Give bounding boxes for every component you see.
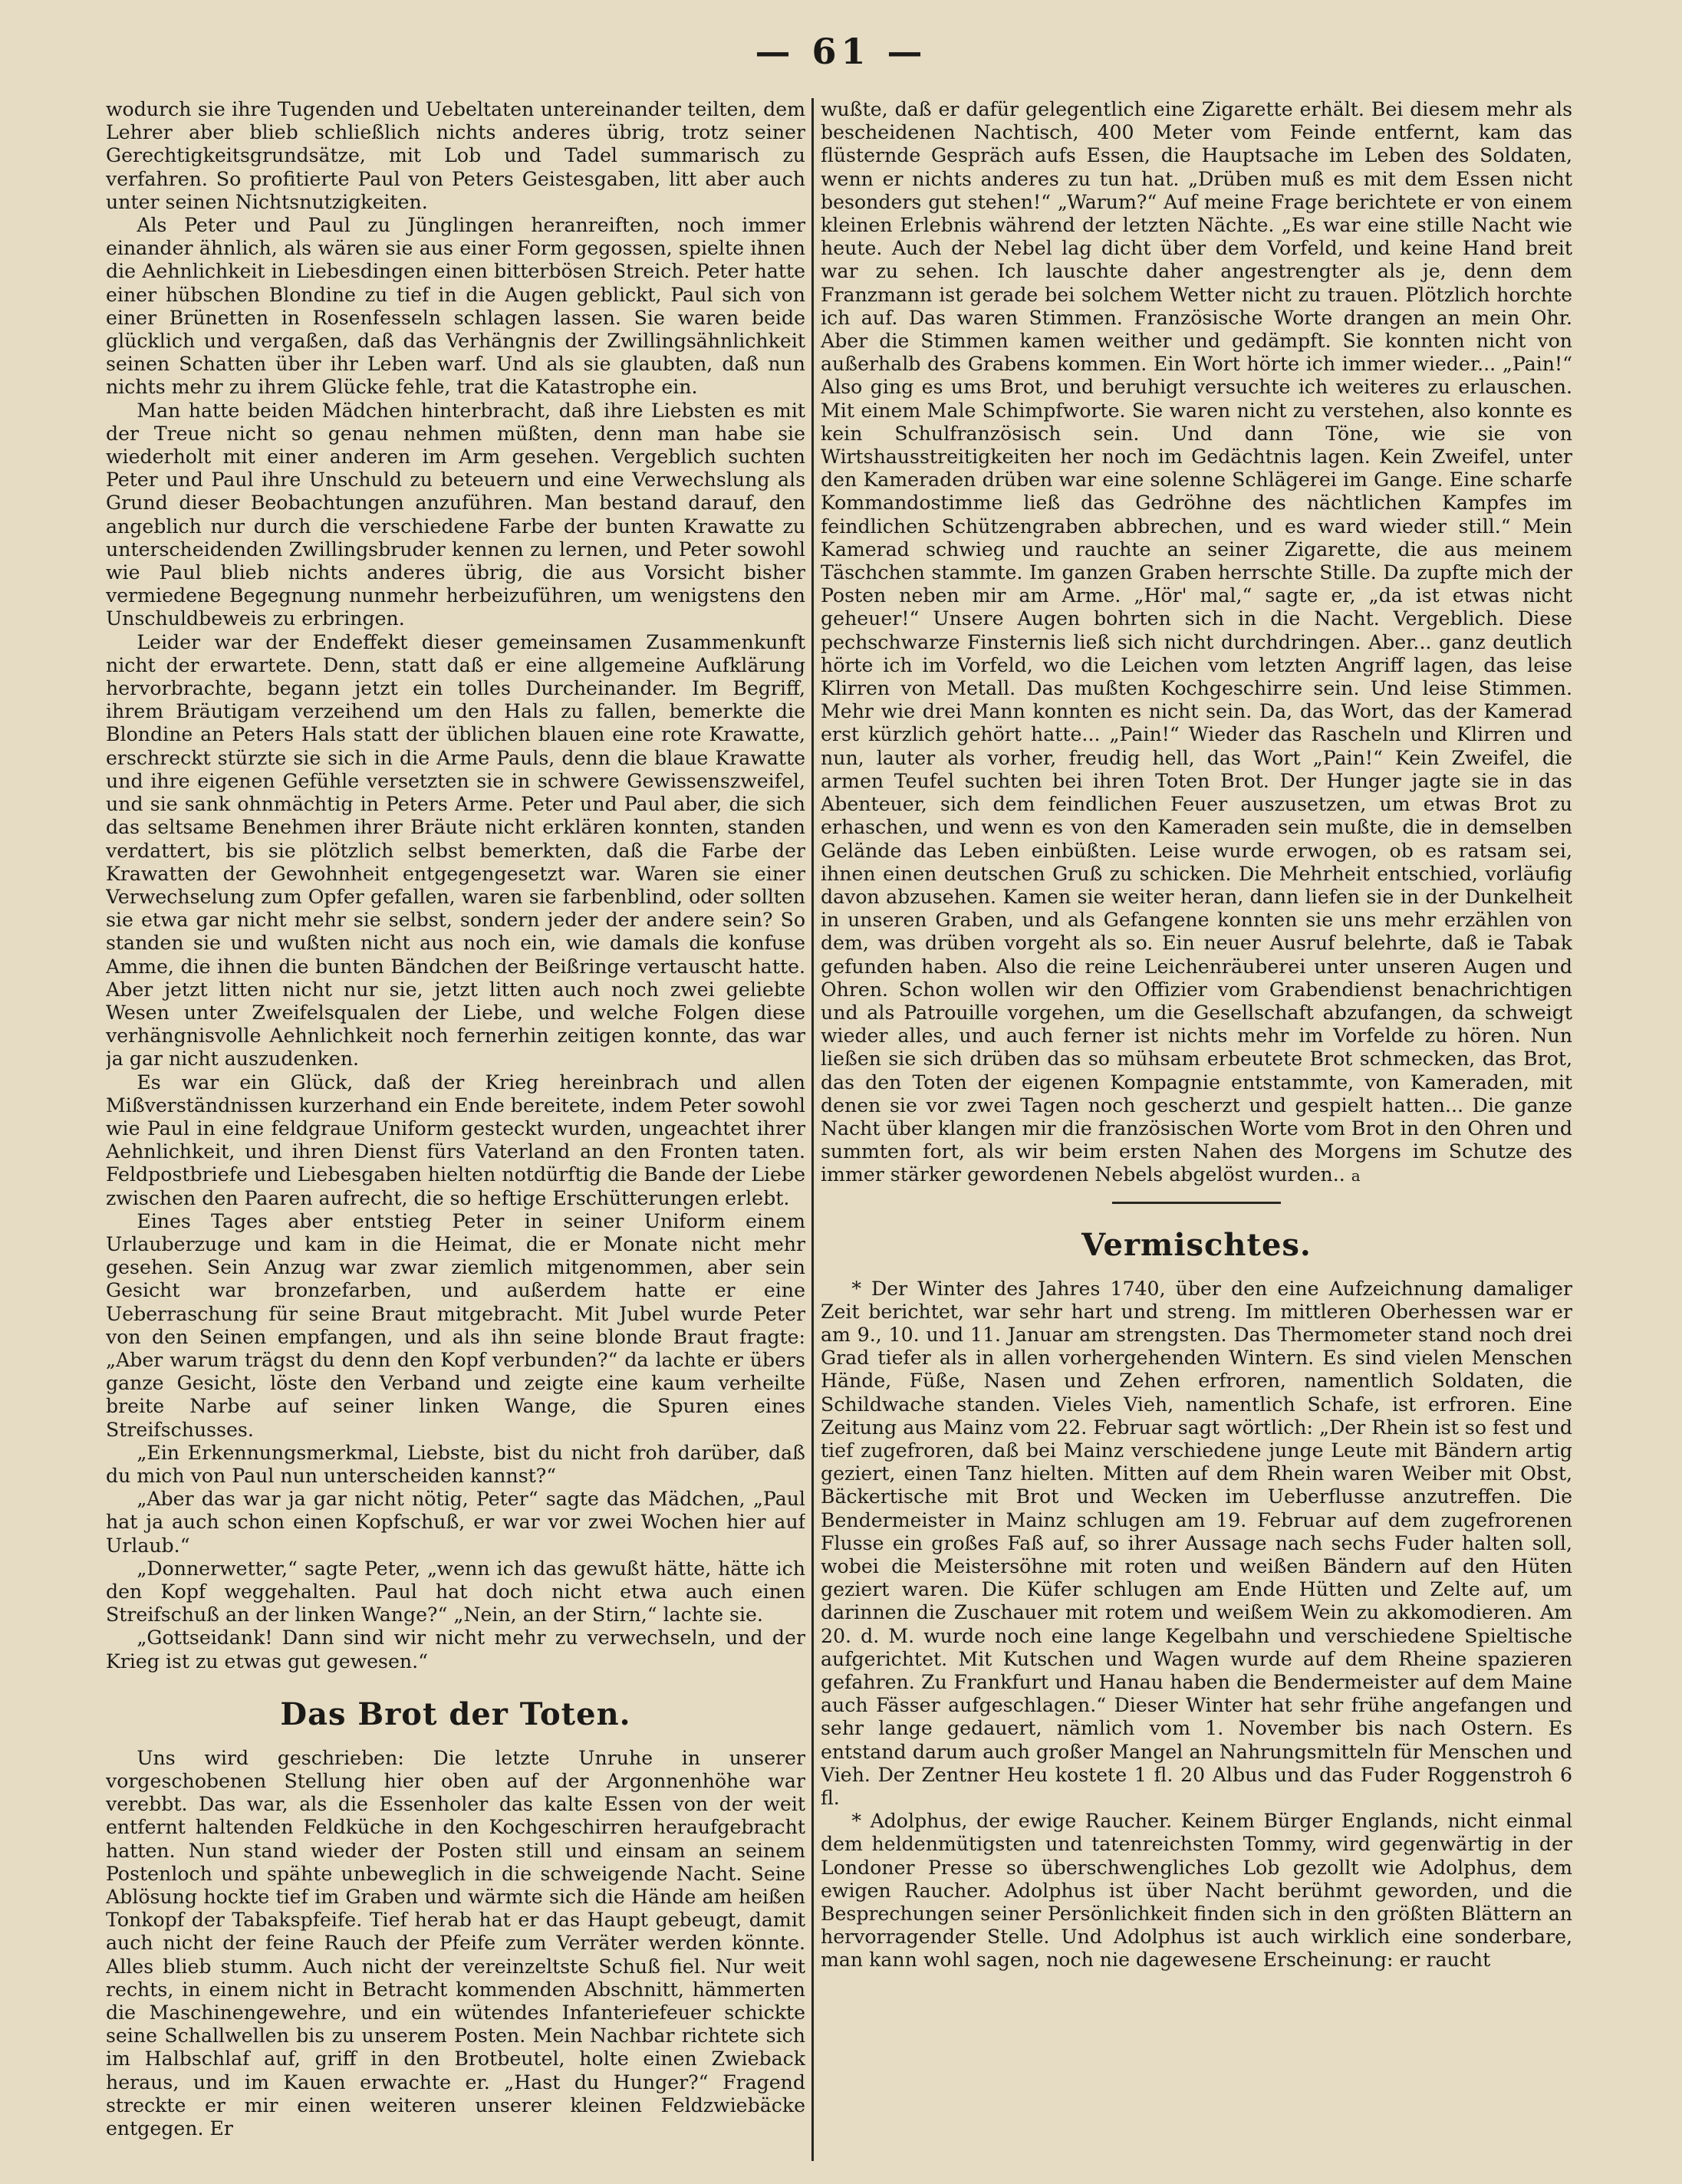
left-column <box>106 98 805 2169</box>
end-mark: a <box>1351 1166 1361 1186</box>
paragraph: „Aber das war ja gar nicht nötig, Peter“ sagte das Mädchen, „Paul hat ja auch schon einen Kopfschuß, er war vor zwei Wochen hier auf Urlaub.“ <box>106 1488 805 1557</box>
paragraph: wodurch sie ihre Tugenden und Uebeltaten untereinander teilten, dem Lehrer aber blieb schließlich nichts anderes übrig, trotz seiner Gerechtigkeitsgrundsätze, mit Lob und Tadel summarisch zu verfahren. So profitierte Paul von Peters Geistesgaben, litt aber auch unter seinen Nichtsnutzigkeiten. <box>106 98 805 213</box>
column-divider <box>811 98 814 2161</box>
paragraph: * Adolphus, der ewige Raucher. Keinem Bürger Englands, nicht einmal dem heldenmütigsten und tatenreichsten Tommy, wird gegenwärtig in der Londoner Presse so überschwengliches Lob gezollt wie Adolphus, dem ewigen Raucher. Adolphus ist über Nacht berühmt geworden, und die Besprechungen seiner Persönlichkeit finden sich in den größten Blättern an hervorragender Stelle. Und Adolphus ist auch wirklich eine sonderbare, man kann wohl sagen, noch nie dagewesene Erscheinung: er raucht <box>821 1810 1572 1972</box>
paragraph-text: wußte, daß er dafür gelegentlich eine Zigarette erhält. Bei diesem mehr als bescheidenen Nachtisch, 400 Meter vom Feinde entfernt, kam das flüsternde Gespräch aufs Essen, die Hauptsache im Leben des Soldaten, wenn er nichts anderes zu tun hat. „Drüben muß es mit dem Essen nicht besonders gut stehen!“ „Warum?“ Auf meine Frage berichtete er von einem kleinen Erlebnis während der letzten Nächte. „Es war eine stille Nacht wie heute. Auch der Nebel lag dicht über dem Vorfeld, und keine Hand breit war zu sehen. Ich lauschte daher angestrengter als je, denn dem Franzmann ist gerade bei solchem Wetter nicht zu trauen. Plötzlich horchte ich auf. Das waren Stimmen. Französische Worte drangen an mein Ohr. Aber die Stimmen kamen weither und gedämpft. Sie konnten nicht von außerhalb des Grabens kommen. Ein Wort hörte ich immer wieder... „Pain!“ Also ging es ums Brot, und beruhigt versuchte ich weiteres zu erlauschen. Mit einem Male Schimpfworte. Sie waren nicht zu verstehen, also konnte es kein Schulfranzösisch sein. Und dann Töne, wie sie von Wirtshausstreitigkeiten her noch im Gedächtnis lagen. Kein Zweifel, unter den Kameraden drüben war eine solenne Schlägerei im Gange. Eine scharfe Kommandostimme ließ das Gedröhne des nächtlichen Kampfes im feindlichen Schützengraben abbrechen, und es ward wieder still.“ Mein Kamerad schwieg und rauchte an seiner Zigarette, die aus meinem Täschchen stammte. Im ganzen Graben herrschte Stille. Da zupfte mich der Posten neben mir am Arme. „Hör' mal,“ sagte er, „da ist etwas nicht geheuer!“ Unsere Augen bohrten sich in die Nacht. Vergeblich. Diese pechschwarze Finsternis ließ sich nicht durchdringen. Aber... ganz deutlich hörte ich im Vorfeld, wo die Leichen vom letzten Angriff lagen, das leise Klirren von Metall. Das mußten Kochgeschirre sein. Und leise Stimmen. Mehr wie drei Mann konnten es nicht sein. Da, das Wort, das der Kamerad erst kürzlich gehört hatte... „Pain!“ Wieder das Rascheln und Klirren und nun, lauter als vorher, freudig hell, das Wort „Pain!“ Kein Zweifel, die armen Teufel suchten bei ihren Toten Brot. Der Hunger jagte sie in das Abenteuer, sich dem feindlichen Feuer auszusetzen, um etwas Brot zu erhaschen, und wenn es von den Kameraden sein mußte, die in demselben Gelände das Leben einbüßten. Leise wurde erwogen, ob es ratsam sei, ihnen einen deutschen Gruß zu schicken. Die Mehrheit entschied, vorläufig davon abzusehen. Kamen sie weiter heran, dann liefen sie in der Dunkelheit in unseren Graben, und als Gefangene konnten sie uns mehr erzählen von dem, was drüben vorgeht als so. Ein neuer Ausruf belehrte, daß ie Tabak gefunden haben. Also die reine Leichenräuberei unter unseren Augen und Ohren. Schon wollen wir den Offizier vom Grabendienst benachrichtigen und als Patrouille vorgehen, um die Gesellschaft abzufangen, da schweigt wieder alles, und auch ferner ist nichts mehr im Vorfelde zu hören. Nun ließen sie sich drüben das so mühsam erbeutete Brot schmecken, das Brot, das den Toten der eigenen Kompagnie entstammte, von Kameraden, mit denen sie vor zwei Tagen noch gescherzt und gespielt hatten... Die ganze Nacht über klangen mir die französischen Worte vom Brot in den Ohren und summten fort, als wir beim ersten Nahen des Morgens im Schutze des immer stärker gewordenen Nebels abgelöst wurden.. <box>821 98 1572 1186</box>
paragraph: Leider war der Endeffekt dieser gemeinsamen Zusammenkunft nicht der erwartete. Denn, statt daß er eine allgemeine Aufklärung hervorbrachte, begann jetzt ein tolles Durcheinander. Im Begriff, ihrem Bräutigam verzeihend um den Hals zu fallen, bemerkte die Blondine an Peters Hals statt der üblichen blauen eine rote Krawatte, erschreckt stürzte sie sich in die Arme Pauls, denn die blaue Krawatte und ihre eigenen Gefühle versetzten sie in schwere Gewissenszweifel, und sie sank ohnmächtig in Peters Arme. Peter und Paul aber, die sich das seltsame Benehmen ihrer Bräute nicht erklären konnten, standen verdattert, bis sie plötzlich selbst bemerkten, daß die Farbe der Krawatten der Gewohnheit entgegengesetzt war. Waren sie einer Verwechselung zum Opfer gefallen, waren sie farbenblind, oder sollten sie etwa gar nicht mehr sie selbst, sondern jeder der andere sein? So standen sie und wußten nicht aus noch ein, wie damals die konfuse Amme, die ihnen die bunten Bändchen der Beißringe vertauscht hatte. Aber jetzt litten nicht nur sie, jetzt litten auch noch zwei geliebte Wesen unter Zweifelsqualen der Liebe, und welche Folgen diese verhängnisvolle Aehnlichkeit noch fernerhin zeitigen konnte, das war ja gar nicht auszudenken. <box>106 630 805 1071</box>
article-heading: Das Brot der Toten. <box>280 1696 631 1732</box>
page-number: — 61 — <box>755 31 927 72</box>
paragraph: „Ein Erkennungsmerkmal, Liebste, bist du nicht froh darüber, daß du mich von Paul nun unterscheiden kannst?“ <box>106 1441 805 1487</box>
paragraph: Eines Tages aber entstieg Peter in seiner Uniform einem Urlauberzuge und kam in die Heimat, die er Monate nicht mehr gesehen. Sein Anzug war zwar ziemlich mitgenommen, aber sein Gesicht war bronzefarben, und außerdem hatte er eine Ueberraschung für seine Braut mitgebracht. Mit Jubel wurde Peter von den Seinen empfangen, und als ihn seine blonde Braut fragte: „Aber warum trägst du denn den Kopf verbunden?“ da lachte er übers ganze Gesicht, löste den Verband und zeigte eine kaum verheilte breite Narbe auf seiner linken Wange, die Spuren eines Streifschusses. <box>106 1209 805 1441</box>
right-column <box>821 98 1572 2169</box>
paragraph: Uns wird geschrieben: Die letzte Unruhe in unserer vorgeschobenen Stellung hier oben auf der Argonnenhöhe war verebbt. Das war, als die Essenholer das kalte Essen von der weit entfernt haltenden Feldküche in den Kochgeschirren heraufgebracht hatten. Nun stand wieder der Posten still und einsam an seinem Postenloch und spähte unbeweglich in die schweigende Nacht. Seine Ablösung hockte tief im Graben und wärmte sich die Hände am heißen Tonkopf der Tabakspfeife. Tief herab hat er das Haupt gebeugt, damit auch nicht der feine Rauch der Pfeife zum Verräter werden könnte. Alles blieb stumm. Auch nicht der vereinzeltste Schuß fiel. Nur weit rechts, in einem nicht in Betracht kommenden Abschnitt, hämmerten die Maschinengewehre, und ein wütendes Infanteriefeuer schickte seine Schallwellen bis zu unserem Posten. Mein Nachbar richtete sich im Halbschlaf auf, griff in den Brotbeutel, holte einen Zwieback heraus, und im Kauen erwachte er. „Hast du Hunger?“ Fragend streckte er mir einen weiteren unserer kleinen Feldzwiebäcke entgegen. Er <box>106 1746 805 2140</box>
paragraph: Man hatte beiden Mädchen hinterbracht, daß ihre Liebsten es mit der Treue nicht so genau nehmen müßten, denn man habe sie wiederholt mit einer anderen im Arm gesehen. Vergeblich suchten Peter und Paul ihre Unschuld zu beteuern und eine Verwechslung als Grund dieser Beobachtungen anzuführen. Man bestand darauf, den angeblich nur durch die verschiedene Farbe der bunten Krawatte zu unterscheidenden Zwillingsbruder kennen zu lernen, und Peter sowohl wie Paul blieb nichts anderes übrig, die aus Vorsicht bisher vermiedene Begegnung nunmehr herbeizuführen, um wenigstens den Unschuldbeweis zu erbringen. <box>106 399 805 630</box>
section-divider <box>1112 1202 1281 1204</box>
paragraph: Als Peter und Paul zu Jünglingen heranreiften, noch immer einander ähnlich, als wären sie aus einer Form gegossen, spielte ihnen die Aehnlichkeit in Liebesdingen einen bitterbösen Streich. Peter hatte einer hübschen Blondine zu tief in die Augen geblickt, Paul sich von einer Brünetten in Rosenfesseln schlagen lassen. Sie waren beide glücklich und vergaßen, daß das Verhängnis der Zwillingsähnlichkeit seinen Schatten über ihr Leben warf. Und als sie glaubten, daß nun nichts mehr zu ihrem Glücke fehle, trat die Katastrophe ein. <box>106 214 805 399</box>
paragraph: „Gottseidank! Dann sind wir nicht mehr zu verwechseln, und der Krieg ist zu etwas gut gewesen.“ <box>106 1626 805 1673</box>
paragraph <box>821 98 1572 1188</box>
paragraph: Es war ein Glück, daß der Krieg hereinbrach und allen Mißverständnissen kurzerhand ein Ende bereitete, indem Peter sowohl wie Paul in eine feldgraue Uniform gesteckt wurden, ungeachtet ihrer Aehnlichkeit, und ihren Dienst fürs Vaterland an den Fronten taten. Feldpostbriefe und Liebesgaben hielten notdürftig die Bande der Liebe zwischen den Paaren aufrecht, die so heftige Erschütterungen erlebt. <box>106 1071 805 1209</box>
section-heading: Vermischtes. <box>1081 1226 1312 1263</box>
paragraph: „Donnerwetter,“ sagte Peter, „wenn ich das gewußt hätte, hätte ich den Kopf weggehalten. Paul hat doch nicht etwa auch einen Streifschuß an der linken Wange?“ „Nein, an der Stirn,“ lachte sie. <box>106 1557 805 1626</box>
paragraph: * Der Winter des Jahres 1740, über den eine Aufzeichnung damaliger Zeit berichtet, war sehr hart und streng. Im mittleren Oberhessen war er am 9., 10. und 11. Januar am strengsten. Das Thermometer stand noch drei Grad tiefer als in allen vorhergehenden Wintern. Es sind vielen Menschen Hände, Füße, Nasen und Zehen erfroren, namentlich Soldaten, die Schildwache standen. Vieles Vieh, namentlich Schafe, ist erfroren. Eine Zeitung aus Mainz vom 22. Februar sagt wörtlich: „Der Rhein ist so fest und tief zugefroren, daß bei Mainz verschiedene junge Leute mit Bändern artig geziert, einen Tanz hielten. Mitten auf dem Rhein waren Weiber mit Obst, Bäckertische mit Brot und Wecken im Ueberflusse anzutreffen. Die Bendermeister in Mainz schlugen am 19. Februar auf dem zugefrorenen Flusse ein großes Faß auf, so ihrer Aussage nach sechs Fuder halten soll, wobei die Meistersöhne mit roten und weißen Bändern auf den Hüten geziert waren. Die Küfer schlugen am Ende Hütten und Zelte auf, um darinnen die Zuschauer mit rotem und weißem Wein zu akkomodieren. Am 20. d. M. wurde noch eine lange Kegelbahn und verschiedene Spieltische aufgerichtet. Mit Kutschen und Wagen wurde auf dem Rheine spazieren gefahren. Zu Frankfurt und Hanau haben die Bendermeister auf dem Maine auch Fässer aufgeschlagen.“ Dieser Winter hat sehr frühe angefangen und sehr lange gedauert, nämlich vom 1. November bis nach Ostern. Es entstand darum auch großer Mangel an Nahrungsmitteln für Menschen und Vieh. Der Zentner Heu kostete 1 fl. 20 Albus und das Fuder Roggenstroh 6 fl. <box>821 1277 1572 1810</box>
